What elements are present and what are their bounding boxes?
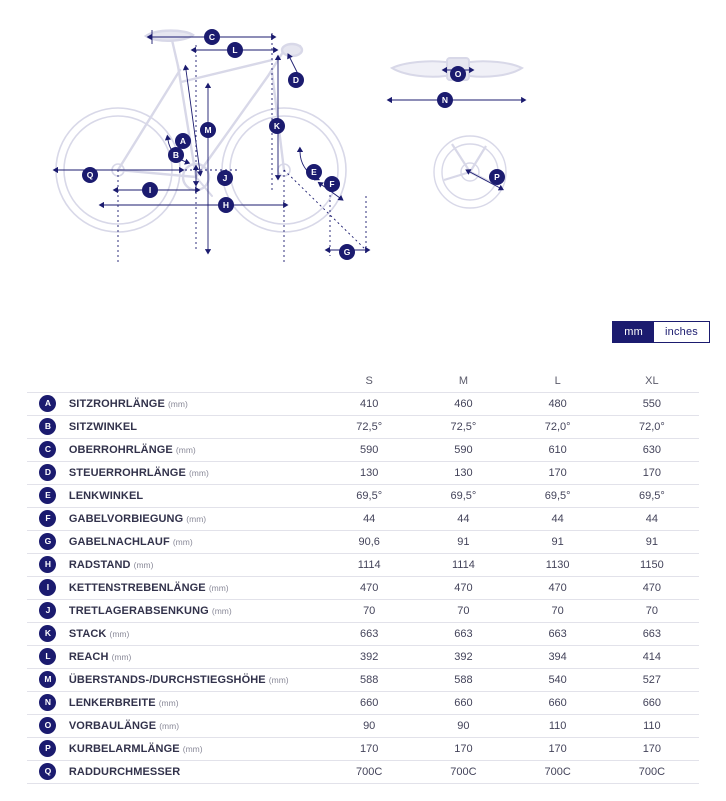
row-unit: (mm) — [158, 697, 179, 708]
row-value-m: 1114 — [416, 553, 510, 576]
table-row — [27, 553, 699, 576]
row-value-s: 392 — [322, 645, 416, 668]
row-value-l: 540 — [511, 668, 605, 691]
unit-toggle[interactable] — [612, 321, 710, 343]
table-row — [27, 392, 699, 415]
row-value-l: 610 — [511, 438, 605, 461]
table-row — [27, 668, 699, 691]
row-label-cell — [69, 714, 322, 737]
row-value-m: 90 — [416, 714, 510, 737]
row-badge-cell — [27, 576, 69, 599]
callout-K — [269, 118, 285, 134]
table-row — [27, 622, 699, 645]
row-value-l: 480 — [511, 392, 605, 415]
header-size-l: L — [554, 374, 561, 387]
row-label-cell — [69, 530, 322, 553]
row-label-cell — [69, 484, 322, 507]
row-label-cell — [69, 438, 322, 461]
table-row — [27, 737, 699, 760]
row-badge-cell — [27, 484, 69, 507]
row-value-l: 170 — [511, 737, 605, 760]
callout-M — [200, 122, 216, 138]
row-value-xl: 44 — [605, 507, 699, 530]
row-badge: J — [39, 602, 56, 619]
row-badge-cell — [27, 553, 69, 576]
row-value-m: 91 — [416, 530, 510, 553]
row-value-l: 1130 — [511, 553, 605, 576]
table-row — [27, 760, 699, 783]
row-value-s: 130 — [322, 461, 416, 484]
row-label-cell — [69, 645, 322, 668]
row-value-m: 470 — [416, 576, 510, 599]
row-label-cell — [69, 576, 322, 599]
row-badge: D — [39, 464, 56, 481]
row-label: LENKERBREITE — [68, 696, 156, 709]
row-value-s: 663 — [322, 622, 416, 645]
row-value-m: 130 — [416, 461, 510, 484]
row-value-xl: 630 — [605, 438, 699, 461]
row-value-s: 588 — [322, 668, 416, 691]
row-value-s: 700C — [322, 760, 416, 783]
row-badge: B — [39, 418, 56, 435]
row-value-s: 1114 — [322, 553, 416, 576]
row-label-cell — [69, 553, 322, 576]
row-value-m: 70 — [416, 599, 510, 622]
row-value-m: 590 — [416, 438, 510, 461]
svg-text:I: I — [148, 185, 152, 195]
row-badge: C — [39, 441, 56, 458]
row-value-s: 660 — [322, 691, 416, 714]
row-unit: (mm) — [167, 398, 188, 409]
row-label: KURBELARMLÄNGE — [68, 742, 180, 755]
table-row — [27, 576, 699, 599]
row-badge: M — [39, 671, 56, 688]
row-value-xl: 91 — [605, 530, 699, 553]
row-label-cell — [69, 507, 322, 530]
row-value-l: 70 — [511, 599, 605, 622]
row-value-xl: 70 — [605, 599, 699, 622]
row-badge-cell — [27, 438, 69, 461]
row-badge: Q — [39, 763, 56, 780]
row-label-cell — [69, 392, 322, 415]
row-value-m: 170 — [416, 737, 510, 760]
row-value-m: 72,5° — [416, 415, 510, 438]
callout-O — [450, 66, 466, 82]
row-value-l: 663 — [511, 622, 605, 645]
table-row — [27, 507, 699, 530]
row-badge-cell — [27, 507, 69, 530]
row-unit: (mm) — [109, 628, 130, 639]
row-label: LENKWINKEL — [68, 489, 144, 502]
row-value-l: 91 — [511, 530, 605, 553]
row-label: SITZWINKEL — [68, 420, 138, 433]
svg-text:H: H — [222, 200, 230, 210]
row-unit: (mm) — [268, 674, 289, 685]
row-value-s: 90 — [322, 714, 416, 737]
row-badge-cell — [27, 691, 69, 714]
row-badge: O — [39, 717, 56, 734]
table-header-row — [27, 370, 699, 392]
table-row — [27, 530, 699, 553]
row-value-xl: 550 — [605, 392, 699, 415]
row-unit: (mm) — [188, 467, 209, 478]
callout-Q — [82, 167, 98, 183]
callout-G — [339, 244, 355, 260]
callout-D — [288, 72, 304, 88]
row-value-xl: 72,0° — [605, 415, 699, 438]
row-badge: A — [39, 395, 56, 412]
row-label: REACH — [68, 650, 109, 663]
svg-text:M: M — [204, 125, 212, 135]
row-value-xl: 700C — [605, 760, 699, 783]
row-unit: (mm) — [208, 582, 229, 593]
row-value-m: 392 — [416, 645, 510, 668]
header-size-xl: XL — [645, 374, 659, 387]
row-value-s: 590 — [322, 438, 416, 461]
row-value-m: 460 — [416, 392, 510, 415]
row-badge-cell — [27, 530, 69, 553]
row-value-s: 170 — [322, 737, 416, 760]
row-value-l: 394 — [511, 645, 605, 668]
row-value-l: 72,0° — [511, 415, 605, 438]
row-badge-cell — [27, 760, 69, 783]
row-label: GABELVORBIEGUNG — [68, 512, 184, 525]
row-unit: (mm) — [172, 536, 193, 547]
row-label-cell — [69, 461, 322, 484]
callout-B — [168, 147, 184, 163]
row-badge: L — [39, 648, 56, 665]
row-label-cell — [69, 415, 322, 438]
row-badge-cell — [27, 737, 69, 760]
table-row — [27, 645, 699, 668]
row-label-cell — [69, 691, 322, 714]
row-value-xl: 170 — [605, 461, 699, 484]
row-value-xl: 69,5° — [605, 484, 699, 507]
row-value-l: 660 — [511, 691, 605, 714]
table-row — [27, 461, 699, 484]
row-badge-cell — [27, 461, 69, 484]
row-unit: (mm) — [186, 513, 207, 524]
row-badge: H — [39, 556, 56, 573]
row-value-s: 410 — [322, 392, 416, 415]
table-row — [27, 438, 699, 461]
callout-J — [217, 170, 233, 186]
row-badge-cell — [27, 714, 69, 737]
row-value-l: 700C — [511, 760, 605, 783]
row-value-xl: 1150 — [605, 553, 699, 576]
table-row — [27, 484, 699, 507]
callout-L — [227, 42, 243, 58]
svg-text:D: D — [292, 75, 300, 85]
svg-text:E: E — [311, 167, 317, 177]
header-label — [69, 370, 322, 392]
row-value-xl: 414 — [605, 645, 699, 668]
row-value-m: 69,5° — [416, 484, 510, 507]
geometry-table — [27, 370, 699, 784]
svg-text:O: O — [454, 69, 462, 79]
row-badge-cell — [27, 415, 69, 438]
svg-text:B: B — [172, 150, 180, 160]
table-body — [27, 392, 699, 783]
row-value-xl: 527 — [605, 668, 699, 691]
svg-text:G: G — [343, 247, 351, 257]
row-badge: F — [39, 510, 56, 527]
row-unit: (mm) — [211, 605, 232, 616]
row-label-cell — [69, 737, 322, 760]
unit-option-mm[interactable]: mm — [613, 322, 654, 342]
row-label: RADSTAND — [68, 558, 131, 571]
header-size-m: M — [458, 374, 468, 387]
row-badge: N — [39, 694, 56, 711]
svg-text:K: K — [273, 121, 281, 131]
row-unit: (mm) — [133, 559, 154, 570]
row-label: SITZROHRLÄNGE — [68, 397, 165, 410]
row-badge-cell — [27, 599, 69, 622]
row-value-xl: 110 — [605, 714, 699, 737]
svg-text:J: J — [222, 173, 228, 183]
row-value-l: 110 — [511, 714, 605, 737]
row-value-l: 69,5° — [511, 484, 605, 507]
row-label-cell — [69, 760, 322, 783]
table-row — [27, 714, 699, 737]
row-label-cell — [69, 622, 322, 645]
row-badge: I — [39, 579, 56, 596]
row-label-cell — [69, 668, 322, 691]
svg-text:F: F — [329, 179, 335, 189]
header-size-s: S — [365, 374, 373, 387]
svg-text:A: A — [179, 136, 187, 146]
row-value-m: 660 — [416, 691, 510, 714]
svg-text:P: P — [494, 172, 500, 182]
callout-P — [489, 169, 505, 185]
row-label: KETTENSTREBENLÄNGE — [68, 581, 206, 594]
row-value-m: 700C — [416, 760, 510, 783]
row-value-l: 470 — [511, 576, 605, 599]
bicycle-geometry-diagram — [0, 0, 726, 300]
callout-I — [142, 182, 158, 198]
callout-C — [204, 29, 220, 45]
unit-option-inches[interactable]: inches — [654, 322, 709, 342]
table-row — [27, 599, 699, 622]
row-label: OBERROHRLÄNGE — [68, 443, 173, 456]
row-unit: (mm) — [182, 743, 203, 754]
row-value-xl: 663 — [605, 622, 699, 645]
row-value-m: 663 — [416, 622, 510, 645]
row-label: STACK — [68, 627, 107, 640]
row-label-cell — [69, 599, 322, 622]
callout-H — [218, 197, 234, 213]
row-badge: K — [39, 625, 56, 642]
callout-A — [175, 133, 191, 149]
row-badge: G — [39, 533, 56, 550]
row-label: GABELNACHLAUF — [68, 535, 170, 548]
row-label: TRETLAGERABSENKUNG — [68, 604, 209, 617]
row-label: VORBAULÄNGE — [68, 719, 157, 732]
callout-E — [306, 164, 322, 180]
row-badge: E — [39, 487, 56, 504]
svg-text:Q: Q — [86, 170, 94, 180]
header-badge — [27, 370, 69, 392]
row-value-l: 170 — [511, 461, 605, 484]
row-value-xl: 660 — [605, 691, 699, 714]
row-badge-cell — [27, 622, 69, 645]
table-row — [27, 691, 699, 714]
row-badge-cell — [27, 392, 69, 415]
row-value-s: 69,5° — [322, 484, 416, 507]
row-value-s: 72,5° — [322, 415, 416, 438]
row-unit: (mm) — [111, 651, 132, 662]
row-value-m: 588 — [416, 668, 510, 691]
row-value-s: 90,6 — [322, 530, 416, 553]
row-value-xl: 170 — [605, 737, 699, 760]
row-value-s: 70 — [322, 599, 416, 622]
row-label: STEUERROHRLÄNGE — [68, 466, 186, 479]
row-value-s: 44 — [322, 507, 416, 530]
row-badge-cell — [27, 668, 69, 691]
table-row — [27, 415, 699, 438]
row-badge: P — [39, 740, 56, 757]
row-label: ÜBERSTANDS-/DURCHSTIEGSHÖHE — [68, 673, 266, 686]
svg-text:L: L — [232, 45, 238, 55]
row-badge-cell — [27, 645, 69, 668]
callout-N — [437, 92, 453, 108]
svg-text:N: N — [441, 95, 449, 105]
row-label: RADDURCHMESSER — [68, 765, 181, 778]
row-value-s: 470 — [322, 576, 416, 599]
row-value-xl: 470 — [605, 576, 699, 599]
row-value-m: 44 — [416, 507, 510, 530]
row-unit: (mm) — [175, 444, 196, 455]
callout-F — [324, 176, 340, 192]
row-value-l: 44 — [511, 507, 605, 530]
svg-text:C: C — [208, 32, 216, 42]
row-unit: (mm) — [159, 720, 180, 731]
